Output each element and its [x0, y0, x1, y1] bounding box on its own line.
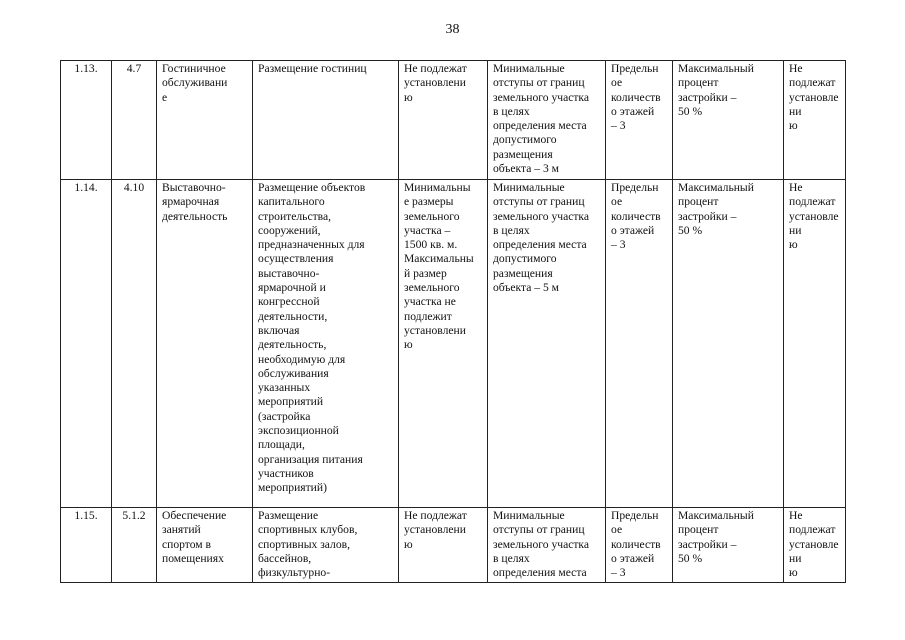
use-name-cell: Обеспечение занятий спортом в помещениях	[157, 508, 253, 583]
coverage-cell: Максимальный процент застройки – 50 %	[673, 508, 784, 583]
other-params-cell: Не подлежат установлени ю	[784, 61, 846, 180]
coverage-cell: Максимальный процент застройки – 50 %	[673, 61, 784, 180]
setback-cell: Минимальные отступы от границ земельного участка в целях определения места допустимого размещения объекта – 3 м	[488, 61, 606, 180]
plot-size-cell: Минимальны е размеры земельного участка – 1500 кв. м. Максимальны й размер земельного участка не подлежит установлени ю	[399, 180, 488, 508]
floors-cell: Предельн ое количеств о этажей – 3	[606, 180, 673, 508]
use-code-cell: 4.10	[112, 180, 157, 508]
setback-cell: Минимальные отступы от границ земельного участка в целях определения места	[488, 508, 606, 583]
use-name-cell: Гостиничное обслуживани е	[157, 61, 253, 180]
plot-size-cell: Не подлежат установлени ю	[399, 61, 488, 180]
table-row	[61, 180, 846, 508]
use-code-cell: 5.1.2	[112, 508, 157, 583]
table-row	[61, 508, 846, 583]
table-row	[61, 61, 846, 180]
row-number-cell: 1.15.	[61, 508, 112, 583]
use-name-cell: Выставочно- ярмарочная деятельность	[157, 180, 253, 508]
coverage-cell: Максимальный процент застройки – 50 %	[673, 180, 784, 508]
row-number-cell: 1.13.	[61, 61, 112, 180]
use-description-cell: Размещение гостиниц	[253, 61, 399, 180]
page-number: 38	[445, 22, 460, 37]
other-params-cell: Не подлежат установлени ю	[784, 508, 846, 583]
use-code-cell: 4.7	[112, 61, 157, 180]
use-description-cell: Размещение объектов капитального строительства, сооружений, предназначенных для осуществления выставочно- ярмарочной и конгрессной деятельности, включая деятельность, необходимую для обслуживания указанных мероприятий (застройка экспозиционной площади, организация питания участников мероприятий)	[253, 180, 399, 508]
regulations-table	[60, 60, 846, 583]
floors-cell: Предельн ое количеств о этажей – 3	[606, 61, 673, 180]
setback-cell: Минимальные отступы от границ земельного участка в целях определения места допустимого размещения объекта – 5 м	[488, 180, 606, 508]
row-number-cell: 1.14.	[61, 180, 112, 508]
other-params-cell: Не подлежат установлени ю	[784, 180, 846, 508]
floors-cell: Предельн ое количеств о этажей – 3	[606, 508, 673, 583]
use-description-cell: Размещение спортивных клубов, спортивных залов, бассейнов, физкультурно-	[253, 508, 399, 583]
plot-size-cell: Не подлежат установлени ю	[399, 508, 488, 583]
